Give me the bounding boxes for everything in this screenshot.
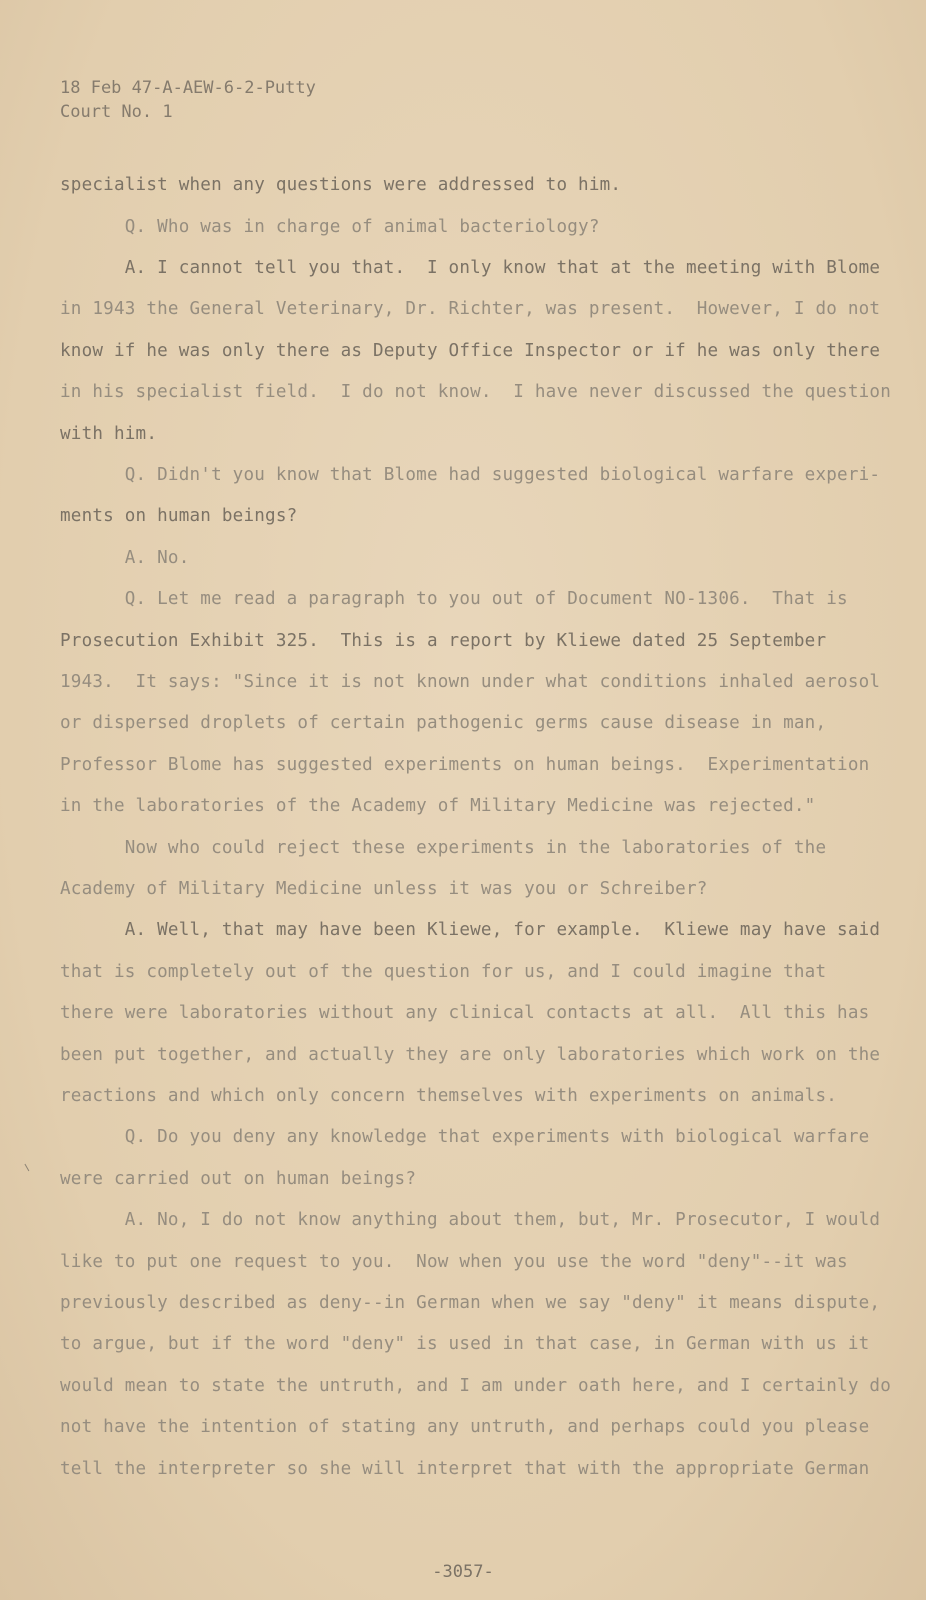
transcript-line: previously described as deny--in German when we say "deny" it means dispute, xyxy=(60,1293,881,1313)
transcript-line: Academy of Military Medicine unless it was you or Schreiber? xyxy=(60,879,708,899)
page-number: -3057- xyxy=(432,1562,494,1582)
transcript-line: there were laboratories without any clinical contacts at all. All this has xyxy=(60,1003,870,1023)
transcript-line: in his specialist field. I do not know. I have never discussed the question xyxy=(60,382,892,402)
transcript-line: Prosecution Exhibit 325. This is a report by Kliewe dated 25 September xyxy=(60,631,827,651)
header-court-line: Court No. 1 xyxy=(60,102,173,122)
transcript-line: like to put one request to you. Now when you use the word "deny"--it was xyxy=(60,1252,848,1272)
transcript-line: to argue, but if the word "deny" is used in that case, in German with us it xyxy=(60,1334,870,1354)
transcript-line: know if he was only there as Deputy Office Inspector or if he was only there xyxy=(60,341,881,361)
transcript-line: 1943. It says: "Since it is not known under what conditions inhaled aerosol xyxy=(60,672,881,692)
transcript-line: been put together, and actually they are only laboratories which work on the xyxy=(60,1045,881,1065)
transcript-line: specialist when any questions were addressed to him. xyxy=(60,175,622,195)
transcript-line: in 1943 the General Veterinary, Dr. Richter, was present. However, I do not xyxy=(60,299,881,319)
document-header xyxy=(60,76,316,124)
transcript-line: Q. Let me read a paragraph to you out of Document NO-1306. That is xyxy=(60,589,848,609)
transcript-line: would mean to state the untruth, and I am under oath here, and I certainly do xyxy=(60,1376,892,1396)
transcript-line: ments on human beings? xyxy=(60,506,298,526)
header-date-line: 18 Feb 47-A-AEW-6-2-Putty xyxy=(60,78,316,98)
transcript-line: reactions and which only concern themselves with experiments on animals. xyxy=(60,1086,838,1106)
transcript-line: with him. xyxy=(60,424,158,444)
margin-mark xyxy=(24,1161,34,1171)
transcript-line: that is completely out of the question for us, and I could imagine that xyxy=(60,962,827,982)
transcript-line: Now who could reject these experiments in the laboratories of the xyxy=(60,838,827,858)
transcript-line: not have the intention of stating any untruth, and perhaps could you please xyxy=(60,1417,870,1437)
transcript-line: Q. Do you deny any knowledge that experiments with biological warfare xyxy=(60,1127,870,1147)
transcript-line: A. I cannot tell you that. I only know that at the meeting with Blome xyxy=(60,258,881,278)
transcript-line: A. No, I do not know anything about them, but, Mr. Prosecutor, I would xyxy=(60,1210,881,1230)
transcript-line: tell the interpreter so she will interpret that with the appropriate German xyxy=(60,1459,870,1479)
transcript-line: A. Well, that may have been Kliewe, for example. Kliewe may have said xyxy=(60,920,881,940)
transcript-line: or dispersed droplets of certain pathogenic germs cause disease in man, xyxy=(60,713,827,733)
transcript-line: Q. Who was in charge of animal bacteriology? xyxy=(60,217,600,237)
transcript-line: A. No. xyxy=(60,548,190,568)
transcript-line: Q. Didn't you know that Blome had suggested biological warfare experi- xyxy=(60,465,881,485)
transcript-line: in the laboratories of the Academy of Military Medicine was rejected." xyxy=(60,796,816,816)
transcript-line: were carried out on human beings? xyxy=(60,1169,417,1189)
transcript-line: Professor Blome has suggested experiments on human beings. Experimentation xyxy=(60,755,870,775)
